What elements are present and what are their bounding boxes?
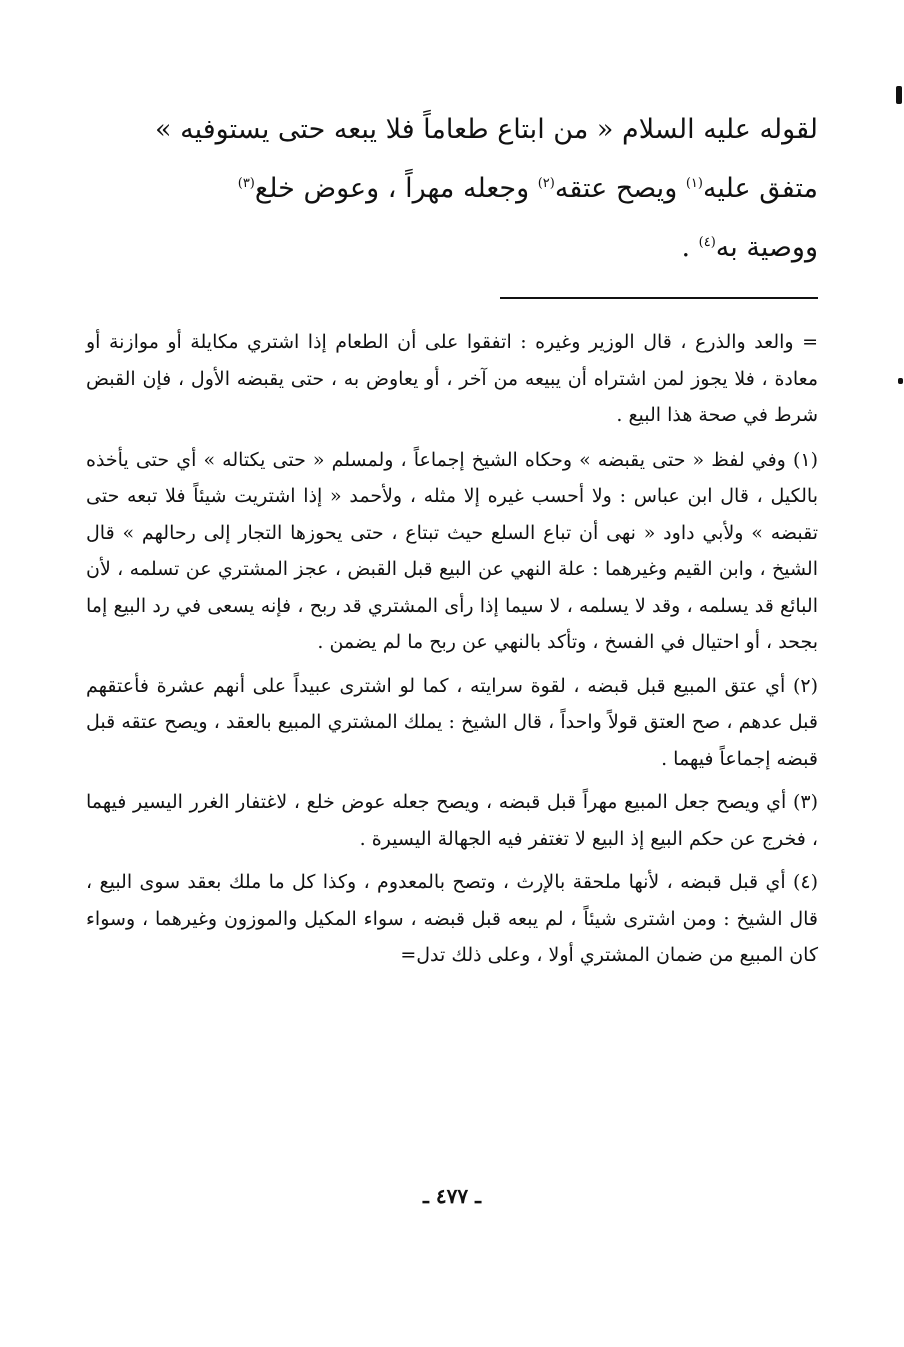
- main-line-3b: .: [681, 232, 699, 263]
- footnotes: [86, 324, 818, 981]
- footnote-ref-1: (١): [685, 176, 703, 191]
- footnote-ref-4: (٤): [698, 235, 716, 250]
- main-line-1: لقوله عليه السلام « من ابتاع طعاماً فلا يبعه حتى يستوفيه »: [155, 114, 818, 145]
- main-line-3a: ووصية به: [715, 232, 818, 263]
- edge-mark-top: [896, 86, 902, 104]
- footnote-ref-3: (٣): [237, 176, 255, 191]
- footnote-ref-2: (٢): [537, 176, 555, 191]
- footnote-3: (٣) أي ويصح جعل المبيع مهراً قبل قبضه ، ويصح جعله عوض خلع ، لاغتفار الغرر اليسير فيهما ، فخرج عن حكم البيع إذ البيع لا تغتفر فيه الجهالة اليسيرة .: [86, 791, 818, 850]
- edge-mark-middle: [898, 378, 903, 384]
- main-line-2c: وجعله مهراً ، وعوض خلع: [254, 173, 538, 204]
- footnote-1: (١) وفي لفظ « حتى يقبضه » وحكاه الشيخ إجماعاً ، ولمسلم « حتى يكتاله » أي حتى يأخذه بالكيل ، قال ابن عباس : ولا أحسب غيره إلا مثله ، ولأحمد « إذا اشتريت شيئاً فلا تبعه حتى تقبضه » ولأبي داود « نهى أن تباع السلع حيث تبتاع ، حتى يحوزها التجار إلى رحالهم » قال الشيخ ، وابن القيم وغيرهما : علة النهي عن البيع قبل القبض ، عجز المشتري عن تسلمه ، لأن البائع قد يسلمه ، وقد لا يسلمه ، لا سيما إذا رأى المشتري قد ربح ، فإنه يسعى في رد البيع إما بجحد ، أو احتيال في الفسخ ، وتأكد بالنهي عن ربح ما لم يضمن .: [86, 448, 818, 653]
- main-line-2b: ويصح عتقه: [554, 173, 686, 204]
- footnote-4: (٤) أي قبل قبضه ، لأنها ملحقة بالإرث ، وتصح بالمعدوم ، وكذا كل ما ملك بعقد سوى البيع ، قال الشيخ : ومن اشترى شيئاً ، لم يبعه قبل قبضه ، سواء المكيل والموزون وغيرهما ، وسواء كان المبيع من ضمان المشتري أولا ، وعلى ذلك تدل=: [86, 871, 818, 966]
- page-number: ـ ٤٧٧ ـ: [423, 1184, 481, 1208]
- main-line-2a: متفق عليه: [702, 173, 818, 204]
- footnote-continued: = والعد والذرع ، قال الوزير وغيره : اتفقوا على أن الطعام إذا اشتري مكايلة أو موازنة أو معادة ، فلا يجوز لمن اشتراه أن يبيعه من آخر ، أو يعاوض به ، حتى يقبضه الأول ، فإن القبض شرط في صحة هذا البيع .: [86, 331, 818, 426]
- footnote-2: (٢) أي عتق المبيع قبل قبضه ، لقوة سرايته ، كما لو اشترى عبيداً على أنهم عشرة فأعتقهم قبل عدهم ، صح العتق قولاً واحداً ، قال الشيخ : يملك المشتري المبيع بالعقد ، ويصح عتقه قبل قبضه إجماعاً فيهما .: [86, 674, 818, 770]
- footnote-separator: [500, 297, 818, 299]
- main-text: [90, 100, 818, 277]
